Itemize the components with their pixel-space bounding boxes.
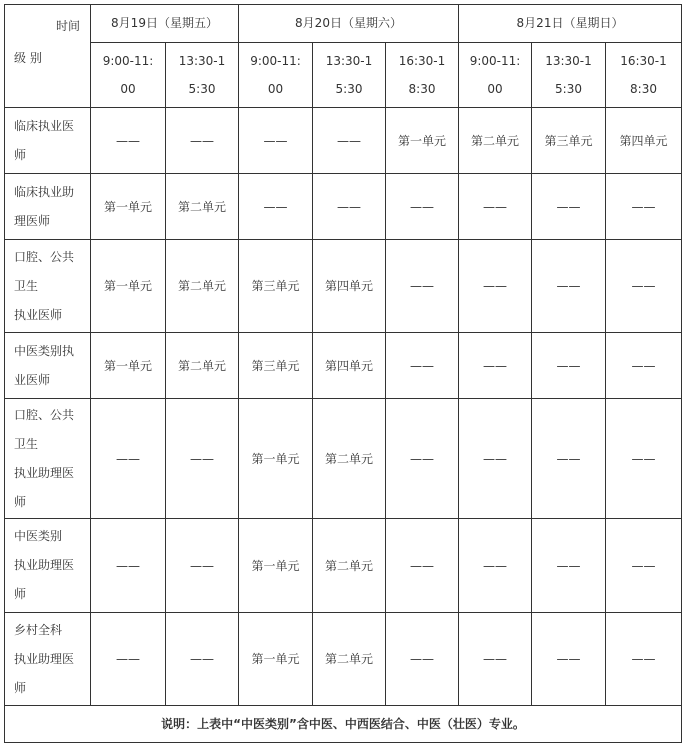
schedule-cell: —— [606,613,682,706]
time-slot-header [386,43,459,108]
schedule-cell: —— [459,240,532,333]
row-label-line: 乡村全科 [14,622,63,637]
schedule-cell: —— [166,519,239,613]
day-header: 8月19日（星期五） [91,5,239,43]
row-label-line: 执业助理医 [14,465,75,480]
schedule-cell: —— [386,613,459,706]
schedule-cell: 第二单元 [166,174,239,240]
schedule-cell: —— [91,108,166,174]
row-category-label [5,108,91,174]
schedule-cell: —— [459,399,532,519]
table-row [5,333,682,399]
table-row [5,174,682,240]
time-slot-header [459,43,532,108]
time-slot-text: 5:30 [555,82,582,96]
schedule-cell: —— [532,399,606,519]
schedule-cell: 第四单元 [606,108,682,174]
schedule-cell: —— [606,399,682,519]
schedule-cell: —— [532,613,606,706]
time-slot-text: 13:30-1 [325,54,373,68]
row-label-line: 师 [14,587,27,601]
schedule-cell: —— [386,240,459,333]
schedule-cell: 第二单元 [166,333,239,399]
table-body [5,5,682,743]
table-row [5,613,682,706]
schedule-cell: 第三单元 [532,108,606,174]
time-slot-text: 16:30-1 [620,54,667,68]
schedule-cell: —— [166,399,239,519]
row-label-line: 理医师 [14,213,51,228]
schedule-cell: 第四单元 [313,240,386,333]
table-row [5,399,682,519]
row-category-label [5,613,91,706]
schedule-cell: 第一单元 [239,519,313,613]
schedule-cell: 第二单元 [313,613,386,706]
schedule-cell: —— [606,174,682,240]
schedule-cell: —— [532,333,606,399]
row-label-line: 临床执业医 [14,118,75,133]
row-label-line: 执业助理医 [14,651,75,666]
header-time-row [5,43,682,108]
row-label-line: 业医师 [14,372,51,387]
schedule-cell: —— [459,333,532,399]
table-row [5,108,682,174]
schedule-cell: 第一单元 [386,108,459,174]
time-slot-text: 9:00-11: [250,54,301,68]
schedule-cell: 第三单元 [239,240,313,333]
time-slot-text: 8:30 [630,82,657,96]
schedule-cell: —— [532,519,606,613]
time-slot-text: 5:30 [188,82,216,96]
row-label-line: 临床执业助 [14,184,75,199]
table-row [5,240,682,333]
schedule-cell: 第三单元 [239,333,313,399]
day-header: 8月21日（星期日） [459,5,682,43]
time-slot-text: 16:30-1 [398,54,446,68]
schedule-cell: 第一单元 [91,333,166,399]
schedule-cell: —— [386,519,459,613]
schedule-cell: 第四单元 [313,333,386,399]
time-slot-text: 13:30-1 [545,54,592,68]
schedule-cell: 第一单元 [239,399,313,519]
schedule-cell: —— [459,519,532,613]
time-slot-text: 9:00-11: [102,54,154,68]
time-slot-text: 00 [120,82,136,96]
schedule-cell: —— [532,174,606,240]
row-category-label [5,333,91,399]
time-slot-text: 13:30-1 [178,54,226,68]
time-slot-header [91,43,166,108]
row-label-line: 口腔、公共 [14,407,75,422]
row-label-line: 卫生 [14,436,39,451]
schedule-cell: —— [91,613,166,706]
schedule-cell: 第二单元 [459,108,532,174]
header-day-row [5,5,682,43]
row-label-line: 师 [14,680,27,695]
schedule-cell: —— [606,240,682,333]
row-label-line: 中医类别执 [14,343,75,358]
schedule-cell: —— [606,519,682,613]
row-label-line: 师 [14,494,27,509]
schedule-cell: —— [166,613,239,706]
schedule-cell: —— [386,399,459,519]
time-slot-text: 00 [267,82,284,96]
schedule-cell: —— [239,174,313,240]
row-label-line: 执业助理医 [14,558,75,572]
note-row [5,706,682,743]
exam-schedule-table [4,4,682,743]
schedule-cell: —— [239,108,313,174]
time-slot-header [313,43,386,108]
time-slot-header [239,43,313,108]
schedule-cell: —— [166,108,239,174]
schedule-cell: —— [386,333,459,399]
time-slot-text: 5:30 [335,82,363,96]
schedule-cell: —— [606,333,682,399]
schedule-cell: —— [91,519,166,613]
corner-cell [5,5,91,108]
schedule-cell: —— [91,399,166,519]
time-slot-header [606,43,682,108]
schedule-cell: 第一单元 [239,613,313,706]
row-label-line: 中医类别 [14,529,63,543]
schedule-cell: —— [459,613,532,706]
row-category-label [5,174,91,240]
time-slot-text: 9:00-11: [469,54,521,68]
corner-level-label: 级 别 [14,50,42,65]
day-header: 8月20日（星期六） [239,5,459,43]
schedule-cell: 第一单元 [91,174,166,240]
schedule-cell: —— [532,240,606,333]
row-category-label [5,519,91,613]
corner-time-label: 时间 [55,18,80,33]
row-label-line: 师 [14,147,27,162]
schedule-cell: 第一单元 [91,240,166,333]
schedule-cell: 第二单元 [166,240,239,333]
schedule-cell: —— [459,174,532,240]
schedule-cell: 第二单元 [313,399,386,519]
schedule-cell: —— [313,174,386,240]
row-category-label [5,240,91,333]
table-note: 说明：上表中“中医类别”含中医、中西医结合、中医（壮医）专业。 [5,706,682,743]
table-row [5,519,682,613]
schedule-cell: 第二单元 [313,519,386,613]
time-slot-header [532,43,606,108]
row-label-line: 口腔、公共 [14,249,75,264]
schedule-cell: —— [386,174,459,240]
row-label-line: 卫生 [14,278,39,293]
time-slot-text: 00 [487,82,503,96]
time-slot-header [166,43,239,108]
schedule-cell: —— [313,108,386,174]
time-slot-text: 8:30 [408,82,436,96]
row-category-label [5,399,91,519]
row-label-line: 执业医师 [14,307,63,322]
